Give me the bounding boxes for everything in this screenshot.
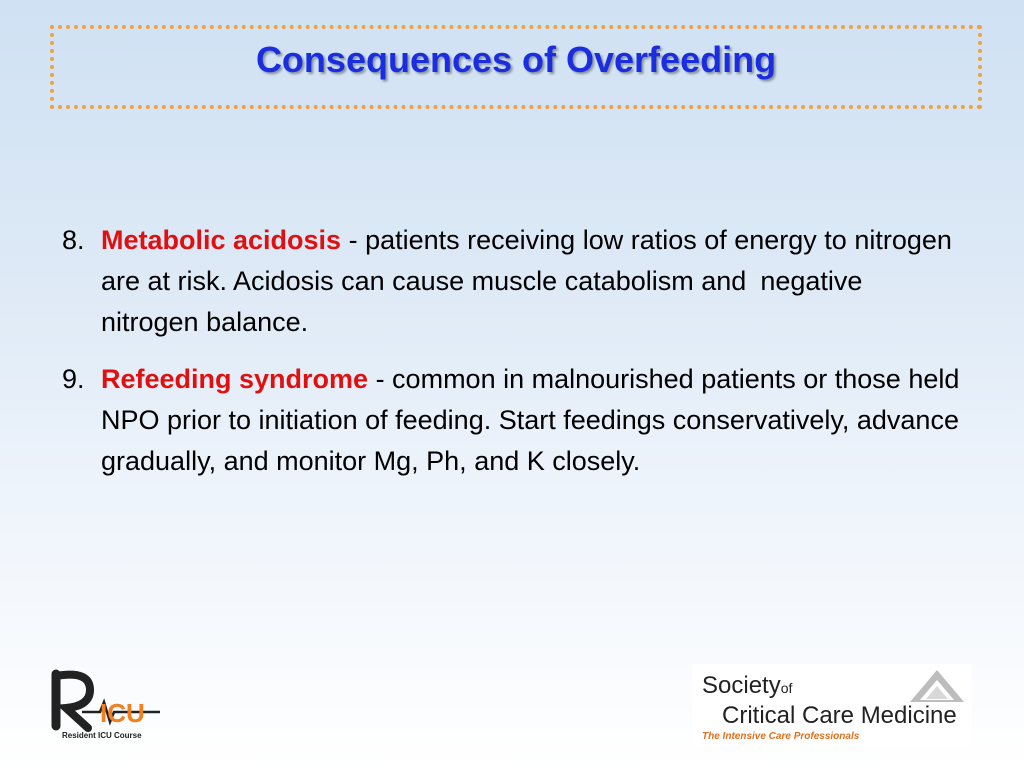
sccm-tagline: The Intensive Care Professionals <box>702 731 860 742</box>
item-term: Metabolic acidosis <box>101 225 342 255</box>
item-text: - common in malnourished patients or those held NPO prior to initiation of feeding. Start feedings conservatively, advance gradually, and monitor Mg, Ph, and K closely. <box>101 364 960 476</box>
item-number: 9. <box>62 364 85 394</box>
slide-content <box>62 220 962 498</box>
ricu-letters: ICU <box>100 698 145 728</box>
slide-title: Consequences of Overfeeding <box>255 39 777 80</box>
sccm-triangle-icon <box>908 668 966 704</box>
ricu-logo <box>44 666 174 742</box>
title-box <box>50 25 982 109</box>
item-text: - patients receiving low ratios of energy to nitrogen are at risk. Acidosis can cause muscle catabolism and <box>101 225 952 296</box>
sccm-ccm-text: Critical Care Medicine <box>722 702 957 729</box>
item-term: Refeeding syndrome <box>101 364 369 394</box>
list-item-9 <box>62 359 962 482</box>
sccm-society-text: Societyof <box>702 672 793 699</box>
list-item-8 <box>62 220 962 343</box>
item-text-continued: negative nitrogen balance. <box>101 266 863 337</box>
ricu-caption: Resident ICU Course <box>62 731 142 740</box>
sccm-logo <box>692 664 972 746</box>
item-number: 8. <box>62 225 85 255</box>
